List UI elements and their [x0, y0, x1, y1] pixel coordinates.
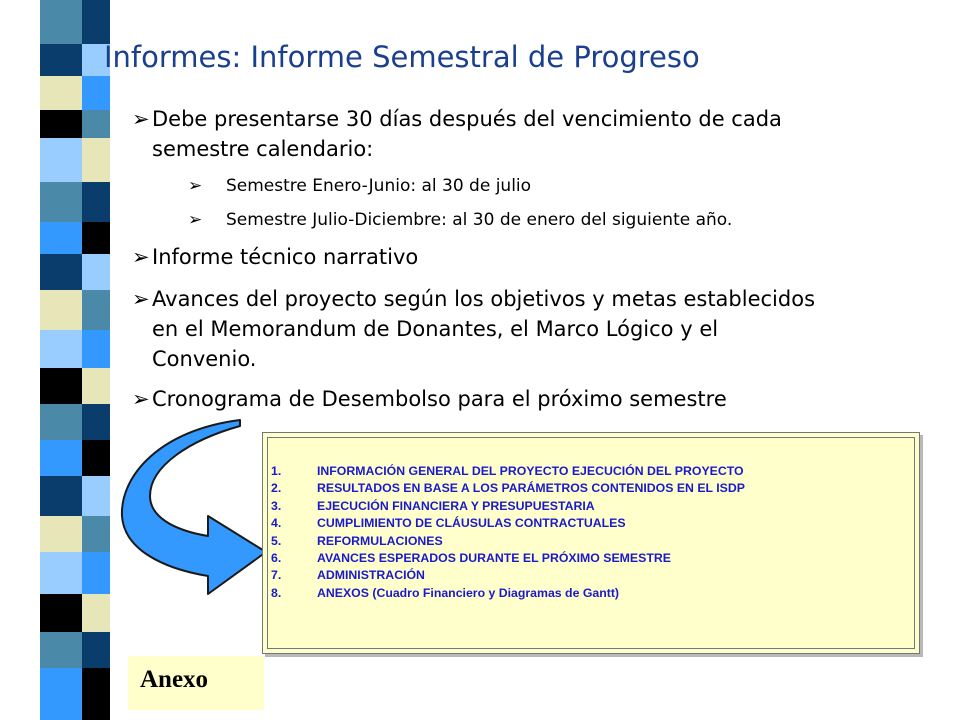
report-contents-box: [262, 432, 920, 654]
stripe-block: [40, 290, 82, 330]
stripe-block: [82, 182, 110, 222]
subbullet-text: Semestre Julio-Diciembre: al 30 de enero del siguiente año.: [226, 210, 733, 230]
stripe-block: [40, 404, 82, 440]
item-number: 7.: [271, 568, 282, 583]
stripe-block: [82, 222, 110, 254]
item-number: 5.: [271, 533, 282, 548]
anexo-label: Anexo: [140, 666, 209, 693]
item-text: ANEXOS (Cuadro Financiero y Diagramas de Gantt): [317, 585, 620, 600]
arrowhead-bullet-icon: ➢: [132, 107, 150, 131]
bullet-avances-proyecto: [132, 284, 815, 374]
bullet-line: Avances del proyecto según los objetivos y metas establecidos: [152, 287, 816, 311]
stripe-block: [40, 182, 82, 222]
list-item: [271, 515, 745, 532]
bullet-line: en el Memorandum de Donantes, el Marco Lógico y el: [152, 317, 719, 341]
bullet-line: Cronograma de Desembolso para el próximo semestre: [152, 387, 727, 411]
subbullet-semestre-julio-diciembre: [188, 210, 732, 230]
item-number: 2.: [271, 481, 282, 496]
decorative-stripe: [0, 0, 110, 720]
stripe-block: [40, 222, 82, 254]
stripe-block: [40, 368, 82, 404]
stripe-block: [82, 254, 110, 290]
stripe-block: [40, 476, 82, 516]
bullet-informe-tecnico: [132, 242, 418, 272]
item-number: 3.: [271, 498, 282, 513]
item-text: AVANCES ESPERADOS DURANTE EL PRÓXIMO SEMESTRE: [317, 551, 671, 566]
item-text: RESULTADOS EN BASE A LOS PARÁMETROS CONTENIDOS EN EL ISDP: [317, 481, 745, 496]
arrowhead-bullet-icon: ➢: [188, 176, 203, 196]
list-item: [271, 585, 745, 602]
list-item: [271, 498, 745, 515]
anexo-label-box: [128, 656, 264, 710]
list-item: [271, 550, 745, 567]
stripe-block: [82, 368, 110, 404]
list-item: [271, 533, 745, 550]
stripe-block: [82, 110, 110, 138]
curved-arrow-icon: [100, 416, 270, 606]
item-text: EJECUCIÓN FINANCIERA Y PRESUPUESTARIA: [317, 498, 595, 513]
stripe-block: [40, 516, 82, 552]
stripe-block: [40, 594, 82, 632]
item-text: ADMINISTRACIÓN: [317, 568, 425, 583]
stripe-block: [82, 0, 110, 44]
item-text: INFORMACIÓN GENERAL DEL PROYECTO EJECUCIÓN DEL PROYECTO: [317, 464, 744, 478]
stripe-block: [82, 290, 110, 330]
subbullet-semestre-enero-junio: [188, 176, 531, 196]
report-contents-list: [271, 463, 745, 602]
stripe-block: [40, 330, 82, 368]
bullet-line: semestre calendario:: [152, 137, 374, 161]
bullet-line: Convenio.: [152, 347, 257, 371]
stripe-block: [40, 44, 82, 76]
bullet-cronograma-desembolso: [132, 384, 727, 414]
stripe-block: [82, 668, 110, 720]
arrowhead-bullet-icon: ➢: [132, 387, 150, 411]
item-number: 4.: [271, 516, 282, 531]
slide-title: Informes: Informe Semestral de Progreso: [104, 40, 700, 74]
stripe-block: [40, 138, 82, 182]
arrowhead-bullet-icon: ➢: [132, 245, 150, 269]
list-item: [271, 463, 745, 480]
stripe-block: [40, 0, 82, 44]
item-text: REFORMULACIONES: [317, 533, 443, 548]
bullet-line: Informe técnico narrativo: [152, 245, 419, 269]
stripe-block: [82, 632, 110, 668]
stripe-block: [40, 632, 82, 668]
stripe-block: [82, 138, 110, 182]
list-item: [271, 480, 745, 497]
stripe-block: [82, 330, 110, 368]
item-number: 8.: [271, 585, 282, 600]
arrowhead-bullet-icon: ➢: [188, 210, 203, 230]
stripe-block: [82, 76, 110, 110]
stripe-block: [40, 110, 82, 138]
bullet-presentation-deadline: [132, 104, 782, 164]
stripe-block: [40, 76, 82, 110]
stripe-block: [40, 552, 82, 594]
item-number: 6.: [271, 551, 282, 566]
list-item: [271, 567, 745, 584]
stripe-block: [40, 440, 82, 476]
stripe-block: [40, 254, 82, 290]
bullet-line: Debe presentarse 30 días después del vencimiento de cada: [152, 107, 782, 131]
arrowhead-bullet-icon: ➢: [132, 287, 150, 311]
subbullet-text: Semestre Enero-Junio: al 30 de julio: [226, 176, 532, 196]
item-text: CUMPLIMIENTO DE CLÁUSULAS CONTRACTUALES: [317, 516, 626, 531]
stripe-block: [40, 668, 82, 720]
item-number: 1.: [271, 464, 282, 478]
